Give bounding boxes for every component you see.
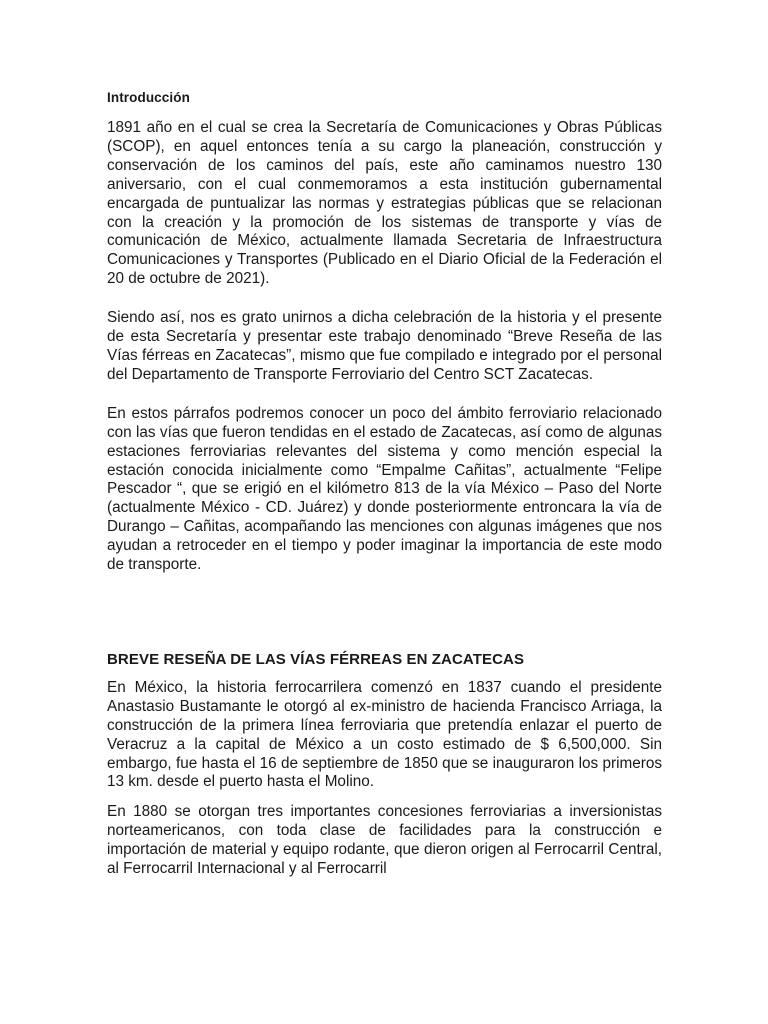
section-paragraph-1: En México, la historia ferrocarrilera comenzó en 1837 cuando el presidente Anastasio Bustamante le otorgó al ex-ministro de hacienda Francisco Arriaga, la construcción de la primera línea ferroviaria que pretendía enlazar el puerto de Veracruz a la capital de México a un costo estimado de $ 6,500,000. Sin embargo, fue hasta el 16 de septiembre de 1850 que se inauguraron los primeros 13 km. desde el puerto hasta el Molino. (107, 678, 662, 791)
intro-heading: Introducción (107, 90, 190, 105)
intro-paragraph-1: 1891 año en el cual se crea la Secretaría de Comunicaciones y Obras Públicas (SCOP), en aquel entonces tenía a su cargo la planeación, construcción y conservación de los caminos del país, este año caminamos nuestro 130 aniversario, con el cual conmemoramos a esta institución gubernamental encargada de puntualizar las normas y estrategias públicas que se relacionan con la creación y la promoción de los sistemas de transporte y vías de comunicación de México, actualmente llamada Secretaria de Infraestructura Comunicaciones y Transportes (Publicado en el Diario Oficial de la Federación el 20 de octubre de 2021). (107, 119, 662, 288)
document-page (107, 88, 662, 879)
section-paragraph-2: En 1880 se otorgan tres importantes concesiones ferroviarias a inversionistas norteamericanos, con toda clase de facilidades para la construcción e importación de material y equipo rodante, que dieron origen al Ferrocarril Central, al Ferrocarril Internacional y al Ferrocarril (107, 803, 662, 878)
section-heading: BREVE RESEÑA DE LAS VÍAS FÉRREAS EN ZACATECAS (107, 650, 525, 668)
intro-paragraph-2: Siendo así, nos es grato unirnos a dicha celebración de la historia y el presente de esta Secretaría y presentar este trabajo denominado “Breve Reseña de las Vías férreas en Zacatecas”, mismo que fue compilado e integrado por el personal del Departamento de Transporte Ferroviario del Centro SCT Zacatecas. (107, 309, 662, 383)
intro-paragraph-3: En estos párrafos podremos conocer un poco del ámbito ferroviario relacionado con las vías que fueron tendidas en el estado de Zacatecas, así como de algunas estaciones ferroviarias relevantes del sistema y como mención especial la estación conocida inicialmente como “Empalme Cañitas”, actualmente “Felipe Pescador “, que se erigió en el kilómetro 813 de la vía México – Paso del Norte (actualmente México - CD. Juárez) y donde posteriormente entroncara la vía de Durango – Cañitas, acompañando las menciones con algunas imágenes que nos ayudan a retroceder en el tiempo y poder imaginar la importancia de este modo de transporte. (107, 404, 662, 574)
